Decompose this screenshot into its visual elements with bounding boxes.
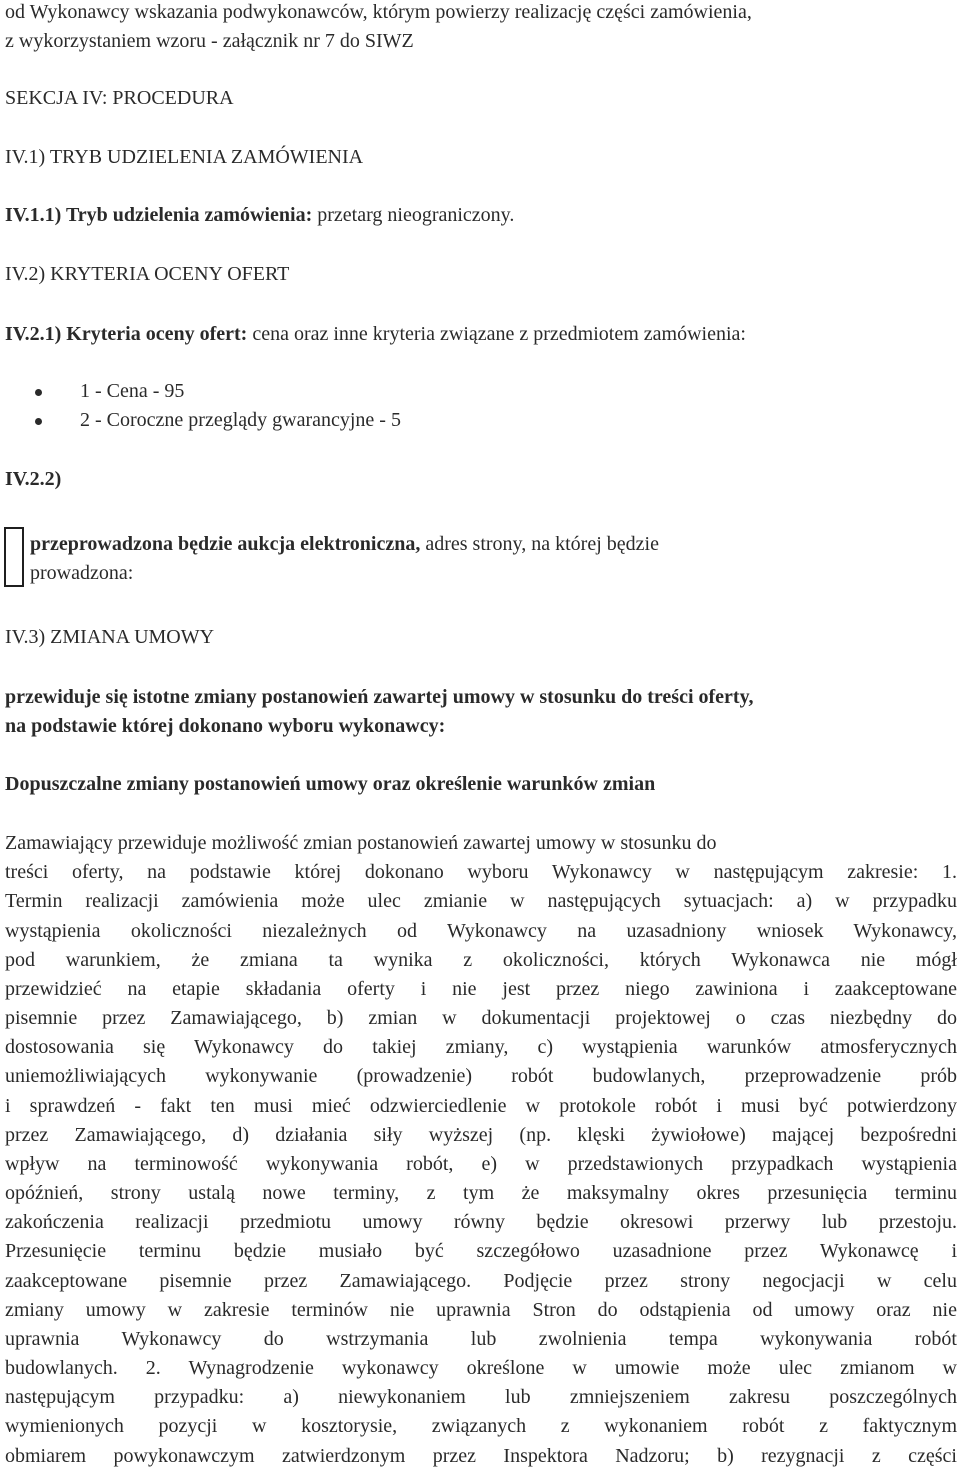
intro-line-2: z wykorzystaniem wzoru - załącznik nr 7 do SIWZ: [5, 30, 414, 52]
body-line: Zamawiający przewiduje możliwość zmian postanowień zawartej umowy w stosunku do: [5, 832, 717, 854]
body-line: Przesunięcie terminu będzie musiało być szczegółowo uzasadnione przez Wykonawcę i: [5, 1240, 957, 1263]
list-item: [80, 406, 401, 435]
body-line: obmiarem powykonawczym zatwierdzonym przez Inspektora Nadzoru; b) rezygnacji z części: [5, 1444, 957, 1467]
criterion-text: 1 - Cena - 95: [80, 380, 185, 402]
body-line: wpływ na terminowość wykonywania robót, e) w przedstawionych przypadkach wystąpienia: [5, 1152, 957, 1175]
iv3-heading: IV.3) ZMIANA UMOWY: [5, 626, 215, 648]
criteria-list: [80, 377, 401, 435]
body-line: zaakceptowane pisemnie przez Zamawiającego. Podjęcie przez strony negocjacji w celu: [5, 1269, 957, 1292]
intro-line-1: od Wykonawcy wskazania podwykonawców, którym powierzy realizację części zamówienia,: [5, 1, 752, 23]
auction-rest-2: prowadzona:: [30, 562, 134, 584]
body-line: następującym przypadku: a) niewykonaniem lub zmniejszeniem zakresu poszczególnych: [5, 1386, 957, 1409]
iv2-heading: IV.2) KRYTERIA OCENY OFERT: [5, 263, 290, 285]
changes-text: [5, 683, 956, 741]
body-line: uprawnia Wykonawcy do wstrzymania lub zwolnienia tempa wykonywania robót: [5, 1327, 957, 1350]
bullet-icon: [35, 418, 42, 425]
body-line: treści oferty, na podstawie której dokonano wyboru Wykonawcy w następującym zakresie: 1.: [5, 861, 957, 884]
auction-checkbox[interactable]: [4, 527, 24, 587]
iv11-label: IV.1.1) Tryb udzielenia zamówienia:: [5, 204, 313, 226]
criterion-text: 2 - Coroczne przeglądy gwarancyjne - 5: [80, 409, 401, 431]
section-heading: SEKCJA IV: PROCEDURA: [5, 87, 234, 109]
iv21-line: [5, 320, 956, 349]
body-line: pisemnie przez Zamawiającego, b) zmian w dokumentacji projektowej o czas niezbędny do: [5, 1007, 957, 1030]
body-line: przez Zamawiającego, d) działania siły wyższej (np. klęski żywiołowe) mającej bezpośredni: [5, 1123, 957, 1146]
bullet-icon: [35, 389, 42, 396]
iv21-value: cena oraz inne kryteria związane z przedmiotem zamówienia:: [247, 323, 746, 345]
auction-text: [30, 530, 956, 588]
body-line: i sprawdzeń - fakt ten musi mieć odzwierciedlenie w protokole robót i musi być potwierdzony: [5, 1094, 957, 1117]
body-line: zakończenia realizacji przedmiotu umowy równy będzie okresowi przerwy lub przestoju.: [5, 1211, 957, 1234]
body-line: budowlanych. 2. Wynagrodzenie wykonawcy określone w umowie może ulec zmianom w: [5, 1357, 957, 1380]
iv11-value: przetarg nieograniczony.: [312, 204, 515, 226]
iv22-label: IV.2.2): [5, 468, 62, 490]
list-item: [80, 377, 401, 406]
changes-line-1: przewiduje się istotne zmiany postanowień zawartej umowy w stosunku do treści oferty,: [5, 686, 754, 708]
auction-rest-1: adres strony, na której będzie: [420, 533, 659, 555]
auction-bold: przeprowadzona będzie aukcja elektroniczna,: [30, 533, 421, 555]
intro-text: [5, 0, 956, 56]
body-line: przewidzieć na etapie składania oferty i nie jest przez niego zawiniona i zaakceptowane: [5, 977, 957, 1000]
body-line: wymienionych pozycji w kosztorysie, związanych z wykonaniem robót z faktycznym: [5, 1415, 957, 1438]
allowed-changes-heading: Dopuszczalne zmiany postanowień umowy oraz określenie warunków zmian: [5, 773, 656, 795]
body-line: pod warunkiem, że zmiana ta wynika z okoliczności, których Wykonawca nie mógł: [5, 948, 957, 971]
body-line: wystąpienia okoliczności niezależnych od Wykonawcy na uzasadniony wniosek Wykonawcy,: [5, 919, 957, 942]
iv21-label: IV.2.1) Kryteria oceny ofert:: [5, 323, 248, 345]
body-line: zmiany umowy w zakresie terminów nie uprawnia Stron do odstąpienia od umowy oraz nie: [5, 1298, 957, 1321]
body-line: uniemożliwiających wykonywanie (prowadzenie) robót budowlanych, przeprowadzenie prób: [5, 1065, 957, 1088]
body-line: Termin realizacji zamówienia może ulec zmianie w następujących sytuacjach: a) w przypadku: [5, 890, 957, 913]
iv11-line: [5, 201, 956, 230]
changes-line-2: na podstawie której dokonano wyboru wykonawcy:: [5, 715, 446, 737]
iv1-heading: IV.1) TRYB UDZIELENIA ZAMÓWIENIA: [5, 146, 364, 168]
body-line: opóźnień, strony ustalą nowe terminy, z tym że maksymalny okres przesunięcia terminu: [5, 1182, 957, 1205]
body-line: dostosowania się Wykonawcy do takiej zmiany, c) wystąpienia warunków atmosferycznych: [5, 1036, 957, 1059]
